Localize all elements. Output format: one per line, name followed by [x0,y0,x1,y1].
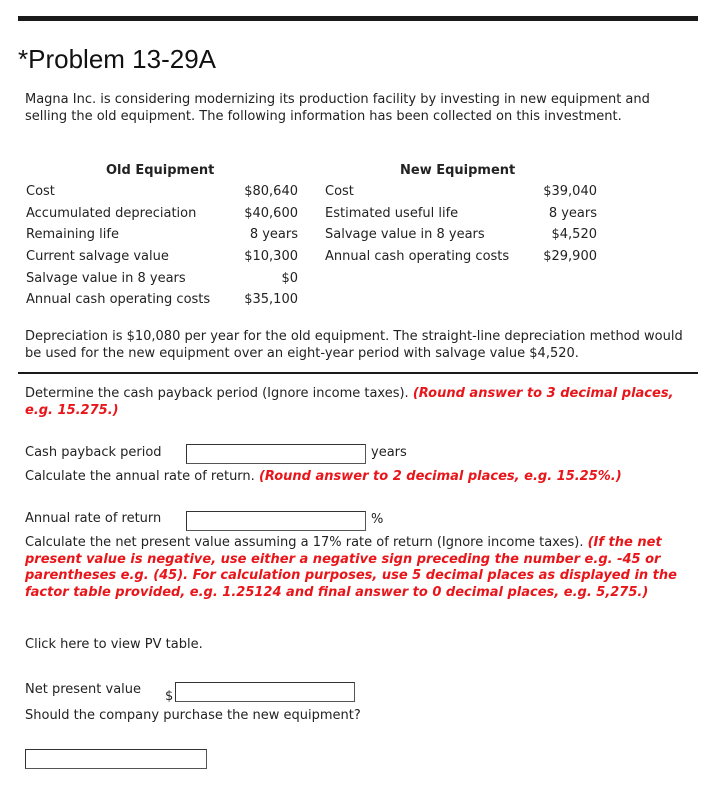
old-value-remaining-life: 8 years [249,227,298,242]
npv-question-hint: (If the net present value is negative, use either a negative sign preceding the number e.g. -45 or parentheses e.g. (45). For calculation purposes, use 5 decimal places as displayed in the factor table provided, e.g. 1.25124 and final answer to 0 decimal places, e.g. 5,275.) [25,535,677,600]
page-title: *Problem 13-29A [18,44,216,74]
rate-label: Annual rate of return [25,511,162,526]
pv-table-link[interactable]: Click here to view PV table. [25,637,203,652]
old-value-salvage-8y: $0 [281,271,298,286]
old-equipment-header: Old Equipment [106,163,215,178]
problem-intro: Magna Inc. is considering modernizing its production facility by investing in new equipment and selling the old equipment. The following information has been collected on this investment. [25,92,650,124]
new-label-operating-costs: Annual cash operating costs [325,249,510,264]
old-label-salvage-8y: Salvage value in 8 years [26,271,186,286]
old-label-remaining-life: Remaining life [26,227,119,242]
purchase-question: Should the company purchase the new equipment? [25,708,361,723]
rate-input[interactable] [186,511,366,531]
new-value-cost: $39,040 [543,184,597,199]
old-value-cost: $80,640 [244,184,298,199]
npv-question [25,535,695,601]
new-value-useful-life: 8 years [548,206,597,221]
npv-label: Net present value [25,682,142,697]
new-label-salvage-8y: Salvage value in 8 years [325,227,485,242]
payback-question-text: Determine the cash payback period (Ignore income taxes). [25,386,409,401]
old-label-current-salvage: Current salvage value [26,249,169,264]
payback-input[interactable] [186,444,366,464]
payback-label: Cash payback period [25,445,162,460]
purchase-answer-input[interactable] [25,749,207,769]
new-value-salvage-8y: $4,520 [551,227,597,242]
payback-question-hint: (Round answer to 3 decimal places, e.g. 15.275.) [25,386,674,418]
old-value-current-salvage: $10,300 [244,249,298,264]
payback-unit: years [371,445,407,460]
section-divider [18,372,698,374]
new-equipment-header: New Equipment [400,163,516,178]
old-value-operating-costs: $35,100 [244,292,298,307]
new-label-useful-life: Estimated useful life [325,206,459,221]
new-label-cost: Cost [325,184,354,199]
new-value-operating-costs: $29,900 [543,249,597,264]
npv-dollar-sign: $ [165,689,174,704]
depreciation-note: Depreciation is $10,080 per year for the old equipment. The straight-line depreciation method would be used for the new equipment over an eight-year period with salvage value $4,520. [25,329,683,361]
old-label-operating-costs: Annual cash operating costs [26,292,211,307]
npv-question-text: Calculate the net present value assuming a 17% rate of return (Ignore income taxes). [25,535,584,550]
top-divider [18,16,698,21]
old-label-accum-dep: Accumulated depreciation [26,206,197,221]
payback-question [25,386,685,419]
old-value-accum-dep: $40,600 [244,206,298,221]
rate-question-hint: (Round answer to 2 decimal places, e.g. 15.25%.) [258,469,622,484]
rate-question-text: Calculate the annual rate of return. [25,469,255,484]
npv-input[interactable] [175,682,355,702]
rate-unit: % [371,512,384,527]
rate-question [25,469,695,486]
old-label-cost: Cost [26,184,55,199]
